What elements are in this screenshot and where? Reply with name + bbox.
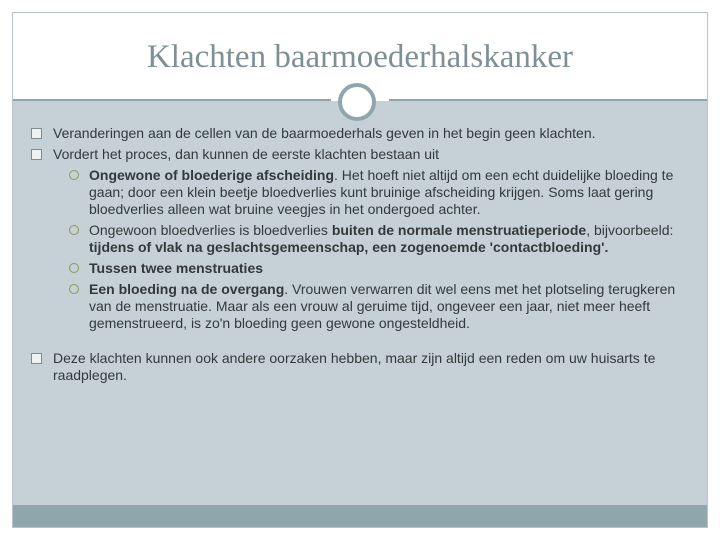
circle-bullet-icon — [69, 225, 79, 235]
sub-bullet-bold: tijdens of vlak na geslachtsgemeenschap, een zogenoemde 'contactbloeding'. — [89, 239, 609, 255]
spacer — [31, 332, 691, 350]
sub-bullet-item — [31, 281, 691, 332]
sub-bullet-item — [31, 260, 691, 277]
footer-bar — [13, 505, 707, 527]
bullet-item — [31, 125, 691, 142]
circle-bullet-icon — [69, 170, 79, 180]
circle-bullet-icon — [69, 263, 79, 273]
bullet-item — [31, 350, 691, 384]
bullet-text: Veranderingen aan de cellen van de baarmoederhals geven in het begin geen klachten. — [53, 125, 596, 141]
title-divider-right — [389, 99, 707, 101]
bullet-text: Vordert het proces, dan kunnen de eerste klachten bestaan uit — [53, 146, 440, 162]
square-bullet-icon — [31, 128, 42, 139]
sub-bullet-bold: Een bloeding na de overgang — [89, 281, 285, 297]
sub-bullet-text: . Het hoeft niet altijd om een echt duidelijke bloeding te gaan; door een klein beetje bloedverlies kunt bruinige afscheiding krijgen. Soms laat gering bloedverlies alleen wat bruine veegjes in het ondergoed achter. — [89, 167, 674, 217]
bullet-item — [31, 146, 691, 163]
square-bullet-icon — [31, 353, 42, 364]
sub-bullet-text: , bijvoorbeeld: — [586, 222, 674, 238]
bullet-text: Deze klachten kunnen ook andere oorzaken hebben, maar zijn altijd een reden om uw huisarts te raadplegen. — [53, 350, 656, 383]
title-divider-left — [13, 99, 331, 101]
bullet-list — [31, 125, 691, 384]
sub-bullet-item — [31, 222, 691, 256]
sub-bullet-text: . Vrouwen verwarren dit wel eens met het plotseling terugkeren van de menstruatie. Maar als een vrouw al geruime tijd, ongeveer een jaar, niet meer heeft gemenstrueerd, is zo'n bloeding geen gewone ongesteldheid. — [89, 281, 676, 331]
sub-bullet-bold: Tussen twee menstruaties — [89, 260, 264, 276]
circle-bullet-icon — [69, 284, 79, 294]
slide-frame — [12, 12, 708, 528]
sub-bullet-bold: Ongewone of bloederige afscheiding — [89, 167, 335, 183]
divider-ring-icon — [338, 83, 376, 121]
sub-bullet-item — [31, 167, 691, 218]
sub-bullet-bold: buiten de normale menstruatieperiode — [331, 222, 587, 238]
sub-bullet-text: Ongewoon bloedverlies is bloedverlies — [89, 222, 332, 238]
square-bullet-icon — [31, 149, 42, 160]
slide-title: Klachten baarmoederhalskanker — [146, 39, 574, 75]
